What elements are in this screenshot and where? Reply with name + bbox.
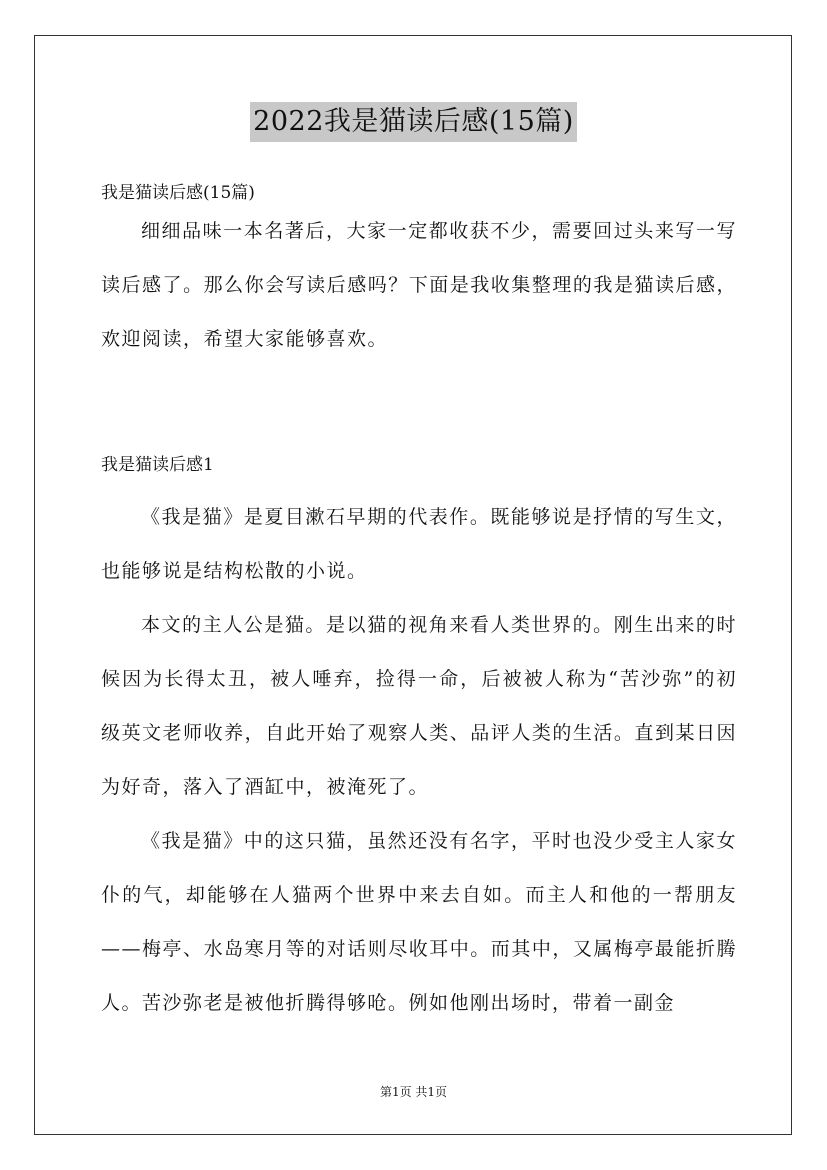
body-paragraph: 《我是猫》是夏目漱石早期的代表作。既能够说是抒情的写生文，也能够说是结构松散的小说。: [101, 506, 737, 582]
page-footer: 第1页 共1页: [379, 1085, 448, 1099]
intro-paragraph: 细细品味一本名著后，大家一定都收获不少，需要回过头来写一写读后感了。那么你会写读后感吗？下面是我收集整理的我是猫读后感，欢迎阅读，希望大家能够喜欢。: [101, 220, 737, 350]
document-subtitle: 我是猫读后感(15篇): [101, 183, 255, 203]
document-title: 2022我是猫读后感(15篇): [250, 102, 577, 142]
title-wrapper: [0, 102, 827, 142]
section-heading: 我是猫读后感1: [101, 455, 214, 475]
body-paragraph: 《我是猫》中的这只猫，虽然还没有名字，平时也没少受主人家女仆的气，却能够在人猫两个世界中来去自如。而主人和他的一帮朋友——梅亭、水岛寒月等的对话则尽收耳中。而其中，又属梅亭最能折腾人。苦沙弥老是被他折腾得够呛。例如他刚出场时，带着一副金: [101, 830, 737, 1014]
body-paragraph: 本文的主人公是猫。是以猫的视角来看人类世界的。刚生出来的时候因为长得太丑，被人唾弃，捡得一命，后被被人称为“苦沙弥”的初级英文老师收养，自此开始了观察人类、品评人类的生活。直到某日因为好奇，落入了酒缸中，被淹死了。: [101, 614, 737, 798]
